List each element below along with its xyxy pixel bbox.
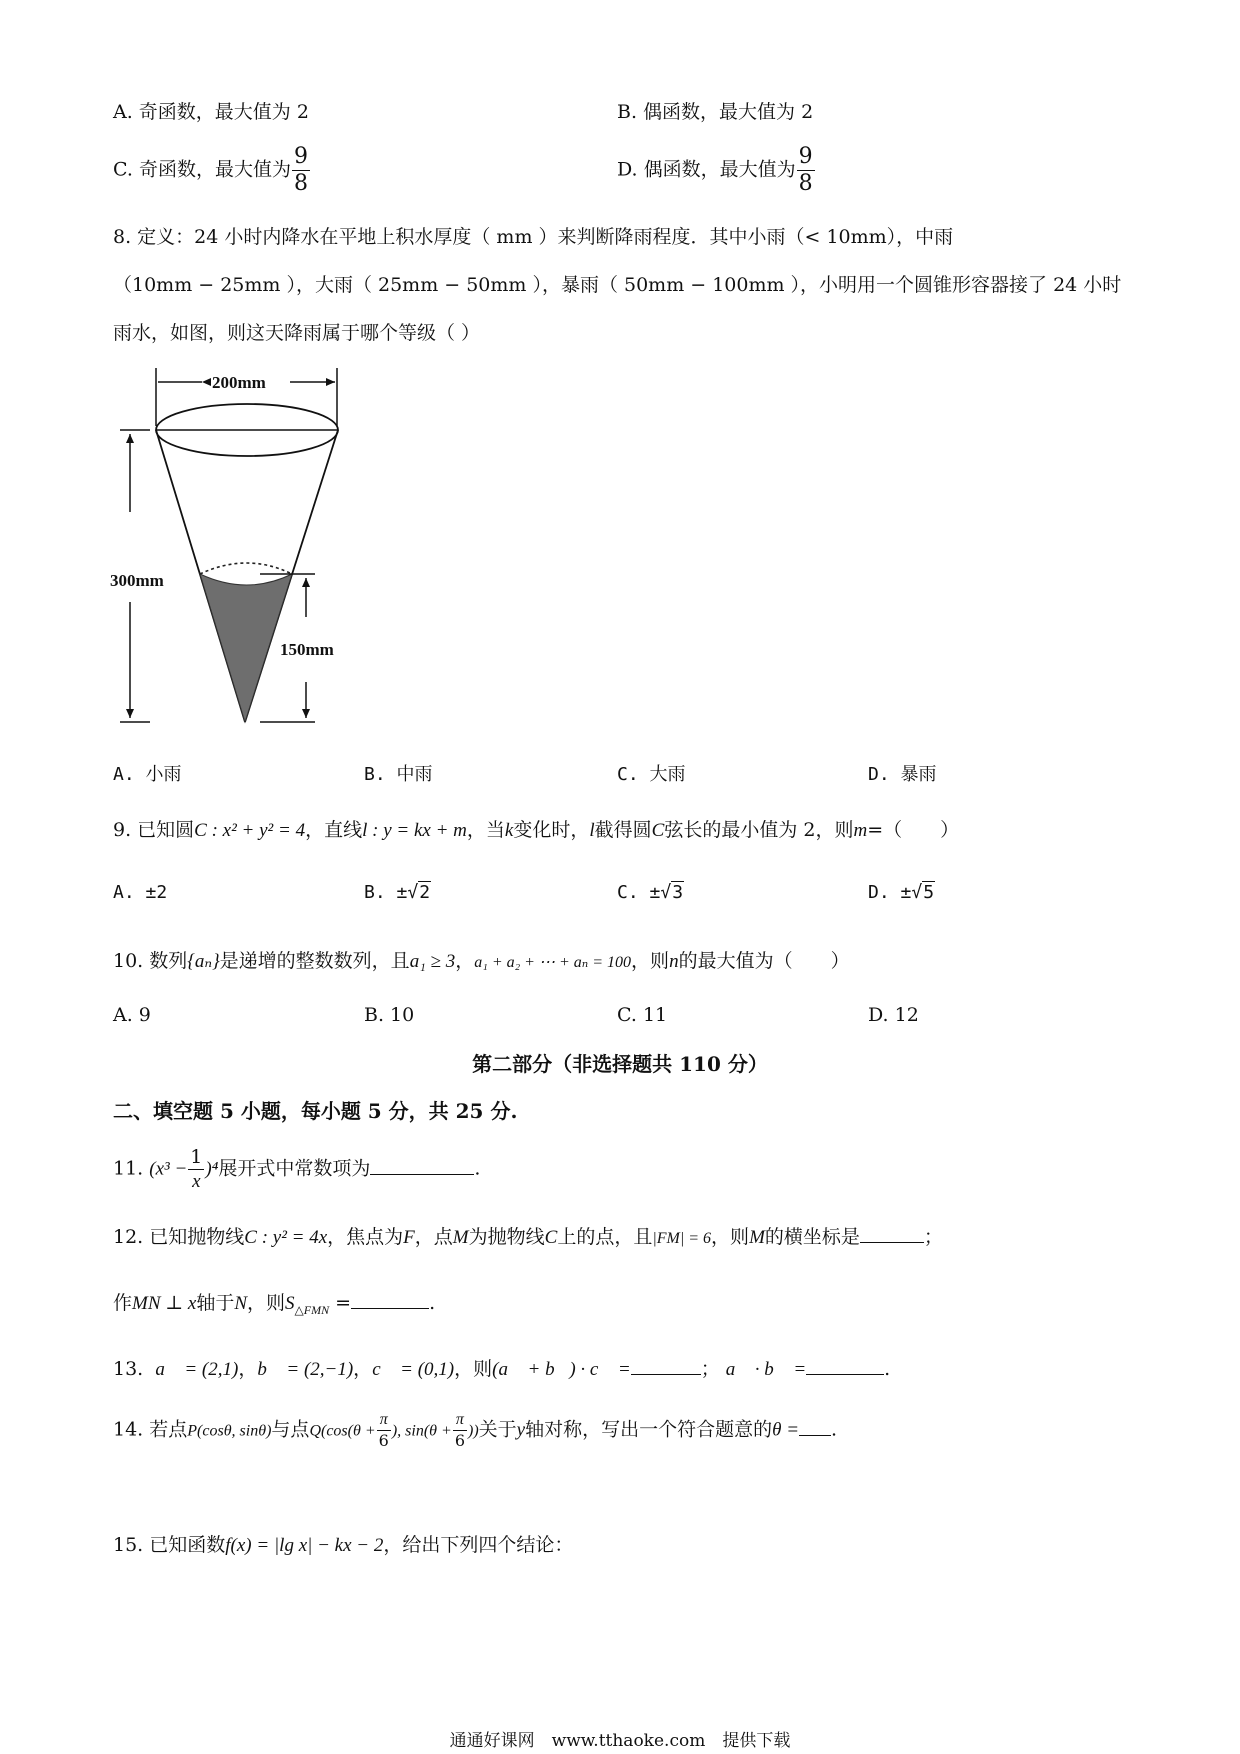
q14-point-p: P(cosθ, sinθ) [187, 1422, 272, 1440]
q12-answer-blank-1[interactable] [860, 1224, 924, 1243]
q8-option-c: C. 大雨 [617, 764, 686, 785]
q10-condition: a₁ ≥ 3 [409, 951, 456, 972]
q12-line1 [113, 1222, 943, 1249]
q14-point-q-start: Q(cos(θ + [309, 1422, 376, 1440]
height-label: 300mm [110, 571, 164, 590]
q14-point-q-end: )) [468, 1422, 479, 1440]
q12-line2 [113, 1288, 435, 1318]
q12-equals: = [335, 1292, 352, 1314]
q15 [113, 1530, 573, 1557]
q13-answer-blank-2[interactable] [806, 1356, 884, 1375]
fraction-numerator: 1 [190, 1146, 203, 1168]
q9-stem-text: 变化时， [513, 819, 590, 841]
q13-comma: ， [353, 1358, 373, 1380]
q14-text: 14. 若点 [113, 1418, 188, 1441]
q10-stem [113, 946, 850, 973]
q14-period: . [831, 1418, 838, 1441]
q13-answer-blank-1[interactable] [631, 1356, 701, 1375]
q7-option-c-text: C. 奇函数，最大值为 [113, 158, 291, 181]
q9-stem-text: ，当 [466, 819, 505, 841]
q7-option-d-fraction [797, 146, 815, 195]
cone-diagram [110, 362, 360, 732]
q10-stem-text: ， [455, 950, 475, 972]
fraction-numerator: π [453, 1412, 467, 1431]
q10-stem-text: ，则 [631, 950, 670, 972]
q8-stem-line2: （10mm − 25mm ），大雨（ 25mm − 50mm ），暴雨（ 50mm − 100mm ），小明用一个圆锥形容器接了 24 小时 [113, 274, 1122, 296]
q9-circle-eq: C : x² + y² = 4 [194, 820, 306, 841]
q12-period: . [429, 1292, 436, 1314]
water-fill [200, 574, 292, 722]
q10-sum: a₁ + a₂ + ⋯ + aₙ = 100 [474, 954, 632, 971]
q14-answer-blank[interactable] [799, 1417, 831, 1436]
water-surface-dashed [200, 563, 292, 574]
sqrt-radicand: 5 [923, 882, 935, 903]
fraction-numerator: 9 [293, 144, 308, 169]
fraction-denominator: x [192, 1171, 201, 1192]
q14-text: 与点 [271, 1418, 310, 1441]
q13-expression-2: a⃗ · b⃗ = [725, 1359, 807, 1380]
q13-period: . [884, 1358, 891, 1380]
q9-var-l: l [589, 820, 595, 841]
q9-option-c [617, 882, 684, 903]
q10-stem-text: 10. 数列 [113, 950, 188, 972]
q12-var-m: M [452, 1227, 469, 1248]
q12-text: ，则 [711, 1226, 750, 1248]
q7-option-b: B. 偶函数，最大值为 2 [617, 101, 814, 123]
q13-vector-a: a⃗ = (2,1) [155, 1359, 239, 1380]
q9-stem-text: 截得圆 [594, 819, 652, 841]
q12-text: 上的点，且 [557, 1226, 653, 1248]
q13-expression-1: (a⃗ + b⃗) · c⃗ = [492, 1359, 631, 1380]
q14-fraction [453, 1412, 467, 1449]
q9-stem-text: ，直线 [305, 819, 363, 841]
q9-option-b [364, 882, 431, 903]
q12-answer-blank-2[interactable] [351, 1290, 429, 1309]
q12-text: 12. 已知抛物线 [113, 1226, 245, 1248]
q12-perpendicular: MN ⊥ x [132, 1293, 197, 1314]
q13 [113, 1354, 890, 1381]
q14-text: 轴对称，写出一个符合题意的 [525, 1418, 773, 1441]
q12-text: ，点 [414, 1226, 453, 1248]
q11-period: . [474, 1157, 481, 1180]
sqrt-symbol: √2 [407, 882, 431, 903]
q9-option-d-prefix: D. ± [868, 882, 912, 903]
q9-option-b-prefix: B. ± [364, 882, 408, 903]
q14-text: 关于 [478, 1418, 517, 1441]
q10-var-n: n [669, 951, 679, 972]
q7-option-a: A. 奇函数，最大值为 2 [113, 101, 309, 123]
q10-option-c: C. 11 [617, 1004, 668, 1026]
q13-vector-b: b⃗ = (2,−1) [257, 1359, 354, 1380]
sqrt-symbol: √3 [660, 882, 684, 903]
q8-stem-line1: 8. 定义：24 小时内降水在平地上积水厚度（ mm ）来判断降雨程度．其中小雨（< 10mm），中雨 [113, 226, 954, 248]
q14-var-y: y [516, 1419, 526, 1441]
fraction-denominator: 8 [798, 171, 813, 196]
q12-area-subscript: △FMN [294, 1302, 330, 1317]
q12-text: ，焦点为 [327, 1226, 404, 1248]
q12-text: 作 [113, 1292, 133, 1314]
water-height-label: 150mm [280, 640, 334, 659]
q9-stem-text: 9. 已知圆 [113, 819, 195, 841]
q11-number: 11. [113, 1157, 144, 1180]
q12-text: 的横坐标是 [764, 1226, 860, 1248]
q12-text: 轴于 [196, 1292, 235, 1314]
sqrt-symbol: √5 [911, 882, 935, 903]
q13-text: ，则 [454, 1358, 493, 1380]
q12-var-n: N [234, 1293, 248, 1314]
top-diameter-label: 200mm [212, 373, 266, 392]
q9-var-c: C [651, 820, 665, 841]
q7-option-c [113, 146, 311, 195]
q9-option-c-prefix: C. ± [617, 882, 661, 903]
q9-option-a: A. ±2 [113, 882, 168, 903]
q12-text: ，则 [247, 1292, 286, 1314]
q9-var-k: k [504, 820, 514, 841]
q11-fraction [188, 1148, 204, 1191]
q12-semicolon: ； [923, 1226, 943, 1248]
q9-var-m: m [853, 820, 868, 841]
fraction-denominator: 6 [378, 1431, 389, 1450]
fraction-numerator: 9 [798, 144, 813, 169]
q8-option-d: D. 暴雨 [868, 764, 937, 785]
q14-point-q-mid: ), sin(θ + [391, 1422, 452, 1440]
q12-text: 为抛物线 [468, 1226, 545, 1248]
q12-parabola-eq: C : y² = 4x [244, 1227, 328, 1248]
fraction-denominator: 6 [454, 1431, 465, 1450]
q8-option-b: B. 中雨 [364, 764, 433, 785]
q9-stem-text: =（ ） [867, 819, 960, 841]
q11 [113, 1148, 480, 1191]
sqrt-radicand: 2 [419, 882, 431, 903]
q7-option-c-fraction [292, 146, 310, 195]
q10-stem-text: 的最大值为（ ） [678, 950, 850, 972]
part2-title: 第二部分（非选择题共 110 分） [472, 1052, 768, 1076]
footer-source: 通通好课网 www.tthaoke.com 提供下载 [449, 1731, 791, 1751]
q7-option-d [617, 146, 816, 195]
q10-option-b: B. 10 [364, 1004, 415, 1026]
q10-option-a: A. 9 [113, 1004, 151, 1026]
q11-expr-start: (x³ − [149, 1158, 188, 1180]
q9-stem-text: 弦长的最小值为 2，则 [664, 819, 854, 841]
q12-var-c: C [544, 1227, 558, 1248]
q8-stem-line3: 雨水，如图，则这天降雨属于哪个等级（ ） [113, 322, 481, 344]
q14-fraction [377, 1412, 391, 1449]
q10-option-d: D. 12 [868, 1004, 919, 1026]
q12-var-f: F [403, 1227, 415, 1248]
q13-number: 13. [113, 1358, 144, 1380]
sqrt-radicand: 3 [672, 882, 684, 903]
fraction-numerator: π [377, 1412, 391, 1431]
q14-theta: θ = [772, 1419, 800, 1441]
q15-text: ，给出下列四个结论： [383, 1534, 574, 1556]
q7-option-d-text: D. 偶函数，最大值为 [617, 158, 796, 181]
q12-area-s: S [285, 1293, 295, 1314]
q9-stem [113, 815, 959, 842]
q11-text: 展开式中常数项为 [218, 1157, 371, 1180]
q13-vector-c: c⃗ = (0,1) [372, 1359, 455, 1380]
q9-option-d [868, 882, 935, 903]
q15-function: f(x) = |lg x| − kx − 2 [225, 1535, 384, 1556]
q8-option-a: A. 小雨 [113, 764, 182, 785]
q11-answer-blank[interactable] [370, 1156, 474, 1175]
q13-semicolon: ； [700, 1358, 720, 1380]
q10-stem-text: 是递增的整数数列，且 [219, 950, 410, 972]
q12-abs-fm: |FM| = 6 [652, 1230, 712, 1247]
q12-var-m: M [749, 1227, 765, 1248]
q14 [113, 1412, 837, 1449]
fraction-denominator: 8 [293, 171, 308, 196]
q9-line-eq: l : y = kx + m [362, 820, 467, 841]
section2-title: 二、填空题 5 小题，每小题 5 分，共 25 分. [113, 1099, 518, 1123]
q11-expr-end: )⁴ [205, 1158, 219, 1180]
q15-text: 15. 已知函数 [113, 1534, 226, 1556]
q10-sequence: {aₙ} [187, 951, 220, 972]
q13-comma: ， [238, 1358, 258, 1380]
